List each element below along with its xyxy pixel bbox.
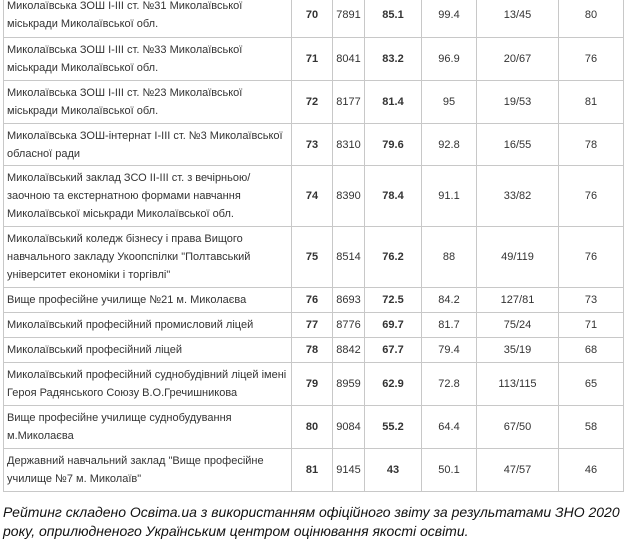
overall-rank-cell: 8310 bbox=[333, 124, 365, 166]
score-cell: 43 bbox=[365, 449, 422, 492]
value-cell: 76 bbox=[559, 166, 624, 227]
table-row bbox=[4, 288, 624, 313]
overall-rank-cell: 7891 bbox=[333, 0, 365, 38]
value-cell: 71 bbox=[559, 313, 624, 338]
ratio-cell: 33/82 bbox=[477, 166, 559, 227]
percent-cell: 99.4 bbox=[422, 0, 477, 38]
ratio-cell: 35/19 bbox=[477, 338, 559, 363]
score-cell: 62.9 bbox=[365, 363, 422, 406]
table-row bbox=[4, 0, 624, 38]
table-row bbox=[4, 449, 624, 492]
score-cell: 55.2 bbox=[365, 406, 422, 449]
percent-cell: 92.8 bbox=[422, 124, 477, 166]
percent-cell: 91.1 bbox=[422, 166, 477, 227]
overall-rank-cell: 8776 bbox=[333, 313, 365, 338]
percent-cell: 96.9 bbox=[422, 38, 477, 81]
percent-cell: 50.1 bbox=[422, 449, 477, 492]
overall-rank-cell: 8842 bbox=[333, 338, 365, 363]
ratio-cell: 67/50 bbox=[477, 406, 559, 449]
rank-cell: 72 bbox=[292, 81, 333, 124]
ratio-cell: 113/115 bbox=[477, 363, 559, 406]
score-cell: 72.5 bbox=[365, 288, 422, 313]
percent-cell: 88 bbox=[422, 227, 477, 288]
value-cell: 73 bbox=[559, 288, 624, 313]
score-cell: 79.6 bbox=[365, 124, 422, 166]
ranking-table-body bbox=[4, 0, 624, 492]
overall-rank-cell: 8693 bbox=[333, 288, 365, 313]
table-row bbox=[4, 313, 624, 338]
percent-cell: 81.7 bbox=[422, 313, 477, 338]
school-name-cell: Миколаївська ЗОШ-інтернат І-ІІІ ст. №3 Миколаївської обласної ради bbox=[4, 124, 292, 166]
rank-cell: 81 bbox=[292, 449, 333, 492]
rank-cell: 73 bbox=[292, 124, 333, 166]
rank-cell: 70 bbox=[292, 0, 333, 38]
rank-cell: 79 bbox=[292, 363, 333, 406]
ratio-cell: 13/45 bbox=[477, 0, 559, 38]
school-name-cell: Вище професійне училище суднобудування м.Миколаєва bbox=[4, 406, 292, 449]
value-cell: 78 bbox=[559, 124, 624, 166]
ratio-cell: 49/119 bbox=[477, 227, 559, 288]
value-cell: 80 bbox=[559, 0, 624, 38]
rank-cell: 74 bbox=[292, 166, 333, 227]
percent-cell: 79.4 bbox=[422, 338, 477, 363]
school-name-cell: Вище професійне училище №21 м. Миколаєва bbox=[4, 288, 292, 313]
overall-rank-cell: 8177 bbox=[333, 81, 365, 124]
rank-cell: 76 bbox=[292, 288, 333, 313]
school-name-cell: Миколаївський коледж бізнесу і права Вищого навчального закладу Укоопспілки "Полтавський університет економіки і торгівлі" bbox=[4, 227, 292, 288]
value-cell: 46 bbox=[559, 449, 624, 492]
table-row bbox=[4, 227, 624, 288]
overall-rank-cell: 8514 bbox=[333, 227, 365, 288]
score-cell: 83.2 bbox=[365, 38, 422, 81]
school-name-cell: Миколаївська ЗОШ І-ІІІ ст. №31 Миколаївської міськради Миколаївської обл. bbox=[4, 0, 292, 38]
value-cell: 81 bbox=[559, 81, 624, 124]
ratio-cell: 19/53 bbox=[477, 81, 559, 124]
school-name-cell: Миколаївський професійний суднобудівний ліцей імені Героя Радянського Союзу В.О.Гречишникова bbox=[4, 363, 292, 406]
percent-cell: 64.4 bbox=[422, 406, 477, 449]
score-cell: 69.7 bbox=[365, 313, 422, 338]
table-row bbox=[4, 166, 624, 227]
value-cell: 76 bbox=[559, 38, 624, 81]
rank-cell: 75 bbox=[292, 227, 333, 288]
rank-cell: 71 bbox=[292, 38, 333, 81]
source-footnote: Рейтинг складено Освіта.ua з використанням офіційного звіту за результатами ЗНО 2020 року, оприлюдненого Українським центром оцінювання якості освіти. bbox=[3, 504, 620, 539]
table-row bbox=[4, 338, 624, 363]
percent-cell: 95 bbox=[422, 81, 477, 124]
table-row bbox=[4, 363, 624, 406]
school-name-cell: Державний навчальний заклад "Вище професійне училище №7 м. Миколаїв" bbox=[4, 449, 292, 492]
school-name-cell: Миколаївський професійний промисловий ліцей bbox=[4, 313, 292, 338]
school-name-cell: Миколаївський професійний ліцей bbox=[4, 338, 292, 363]
ratio-cell: 47/57 bbox=[477, 449, 559, 492]
rank-cell: 80 bbox=[292, 406, 333, 449]
rank-cell: 77 bbox=[292, 313, 333, 338]
ratio-cell: 20/67 bbox=[477, 38, 559, 81]
table-row bbox=[4, 38, 624, 81]
ratio-cell: 75/24 bbox=[477, 313, 559, 338]
overall-rank-cell: 9145 bbox=[333, 449, 365, 492]
overall-rank-cell: 8959 bbox=[333, 363, 365, 406]
school-name-cell: Миколаївська ЗОШ І-ІІІ ст. №23 Миколаївської міськради Миколаївської обл. bbox=[4, 81, 292, 124]
overall-rank-cell: 9084 bbox=[333, 406, 365, 449]
score-cell: 78.4 bbox=[365, 166, 422, 227]
overall-rank-cell: 8041 bbox=[333, 38, 365, 81]
value-cell: 76 bbox=[559, 227, 624, 288]
rank-cell: 78 bbox=[292, 338, 333, 363]
score-cell: 85.1 bbox=[365, 0, 422, 38]
overall-rank-cell: 8390 bbox=[333, 166, 365, 227]
value-cell: 68 bbox=[559, 338, 624, 363]
percent-cell: 84.2 bbox=[422, 288, 477, 313]
percent-cell: 72.8 bbox=[422, 363, 477, 406]
value-cell: 65 bbox=[559, 363, 624, 406]
ratio-cell: 16/55 bbox=[477, 124, 559, 166]
table-row bbox=[4, 81, 624, 124]
table-row bbox=[4, 124, 624, 166]
school-name-cell: Миколаївська ЗОШ І-ІІІ ст. №33 Миколаївської міськради Миколаївської обл. bbox=[4, 38, 292, 81]
table-row bbox=[4, 406, 624, 449]
score-cell: 67.7 bbox=[365, 338, 422, 363]
ranking-table bbox=[3, 0, 624, 492]
ranking-table-container bbox=[3, 0, 623, 492]
score-cell: 76.2 bbox=[365, 227, 422, 288]
value-cell: 58 bbox=[559, 406, 624, 449]
school-name-cell: Миколаївський заклад ЗСО ІІ-ІІІ ст. з вечірньою/заочною та екстернатною формами навчання Миколаївської міськради Миколаївської обл. bbox=[4, 166, 292, 227]
ratio-cell: 127/81 bbox=[477, 288, 559, 313]
score-cell: 81.4 bbox=[365, 81, 422, 124]
